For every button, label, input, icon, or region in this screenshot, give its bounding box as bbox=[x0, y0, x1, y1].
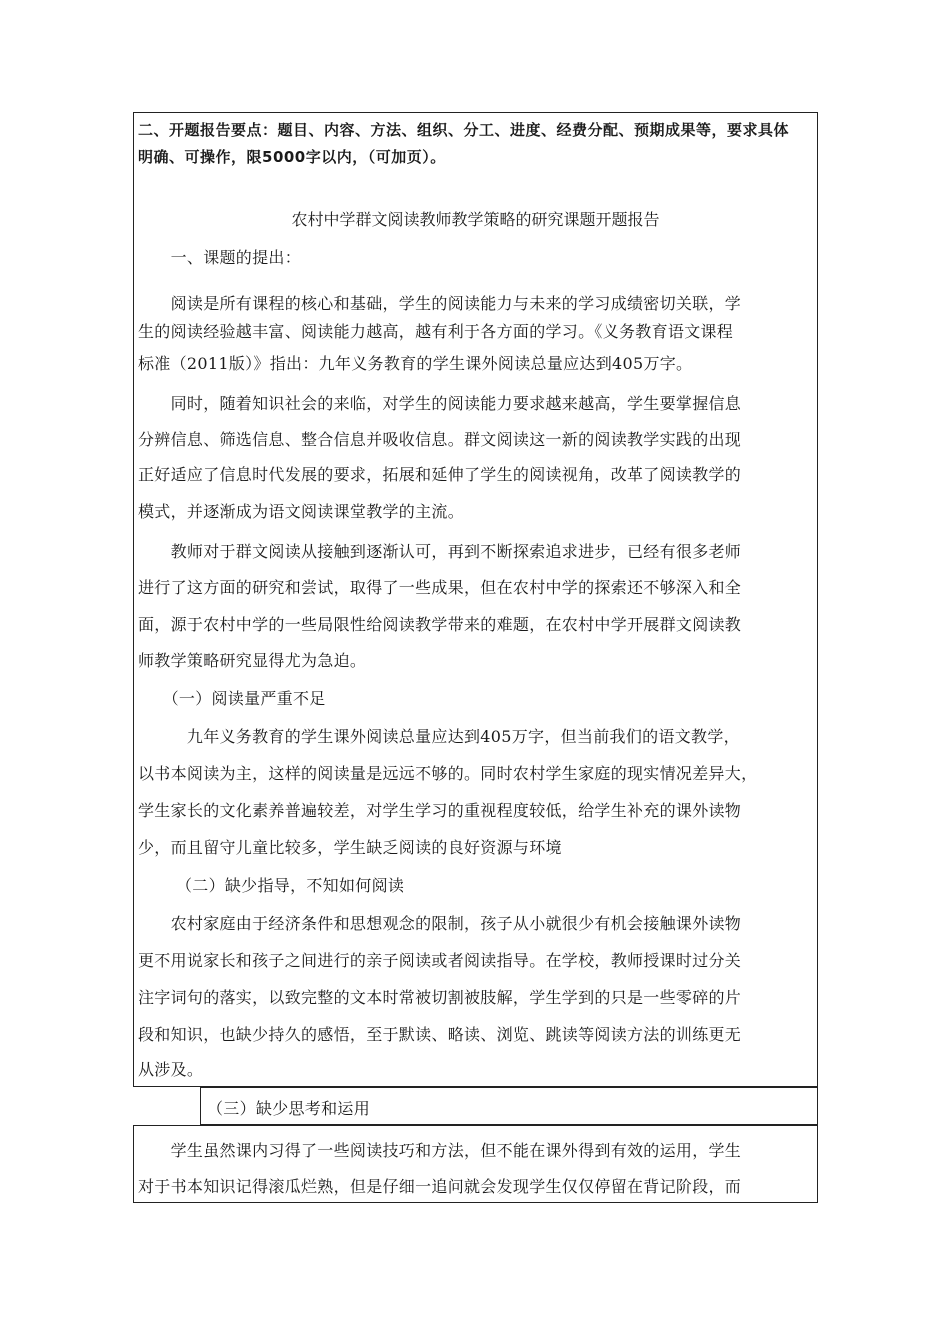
paragraph-line: 师教学策略研究显得尤为急迫。 bbox=[138, 651, 367, 670]
paragraph-line: 对于书本知识记得滚瓜烂熟，但是仔细一追问就会发现学生仅仅停留在背记阶段，而 bbox=[138, 1177, 742, 1196]
paragraph-line: 从涉及。 bbox=[138, 1060, 204, 1079]
report-header-box bbox=[133, 112, 818, 194]
subheading-line: （一）阅读量严重不足 bbox=[138, 689, 326, 708]
paragraph-line: 学生虽然课内习得了一些阅读技巧和方法，但不能在课外得到有效的运用，学生 bbox=[138, 1141, 742, 1160]
paragraph-line: 段和知识，也缺少持久的感悟，至于默读、略读、浏览、跳读等阅读方法的训练更无 bbox=[138, 1025, 742, 1044]
report-body-box bbox=[133, 194, 818, 1087]
paragraph-line: 少，而且留守儿童比较多，学生缺乏阅读的良好资源与环境 bbox=[138, 838, 562, 857]
paragraph-line: 模式，并逐渐成为语文阅读课堂教学的主流。 bbox=[138, 502, 465, 521]
paragraph-line: 标准（2011版）》指出：九年义务教育的学生课外阅读总量应达到405万字。 bbox=[138, 354, 693, 373]
paragraph-line: 一、课题的提出： bbox=[138, 248, 302, 267]
paragraph-line: 学生家长的文化素养普遍较差，对学生学习的重视程度较低，给学生补充的课外读物 bbox=[138, 801, 742, 820]
paragraph-line: 以书本阅读为主，这样的阅读量是远远不够的。同时农村学生家庭的现实情况差异大， bbox=[138, 764, 758, 783]
paragraph-line: 注字词句的落实，以致完整的文本时常被切割被肢解，学生学到的只是一些零碎的片 bbox=[138, 988, 742, 1007]
requirements-line-2: 明确、可操作，限5000字以内，（可加页）。 bbox=[138, 148, 446, 166]
paragraph-line: 教师对于群文阅读从接触到逐渐认可，再到不断探索追求进步，已经有很多老师 bbox=[138, 542, 742, 561]
continuation-box bbox=[133, 1125, 818, 1203]
requirements-line-1: 二、开题报告要点：题目、内容、方法、组织、分工、进度、经费分配、预期成果等，要求具体 bbox=[138, 121, 790, 139]
section-three-row bbox=[200, 1087, 818, 1125]
paragraph-line: 阅读是所有课程的核心和基础，学生的阅读能力与未来的学习成绩密切关联，学 bbox=[138, 294, 742, 313]
paragraph-line: 农村家庭由于经济条件和思想观念的限制，孩子从小就很少有机会接触课外读物 bbox=[138, 914, 742, 933]
paragraph-line: 正好适应了信息时代发展的要求，拓展和延伸了学生的阅读视角，改革了阅读教学的 bbox=[138, 465, 742, 484]
paragraph-line: 九年义务教育的学生课外阅读总量应达到405万字，但当前我们的语文教学， bbox=[138, 727, 740, 746]
report-requirements bbox=[138, 117, 810, 171]
section-three-heading: （三）缺少思考和运用 bbox=[207, 1099, 371, 1118]
paragraph-line: 进行了这方面的研究和尝试，取得了一些成果，但在农村中学的探索还不够深入和全 bbox=[138, 578, 742, 597]
paragraph-line: 更不用说家长和孩子之间进行的亲子阅读或者阅读指导。在学校，教师授课时过分关 bbox=[138, 951, 742, 970]
subheading-line: （二）缺少指导，不知如何阅读 bbox=[138, 876, 405, 895]
paragraph-line: 分辨信息、筛选信息、整合信息并吸收信息。群文阅读这一新的阅读教学实践的出现 bbox=[138, 430, 742, 449]
report-title: 农村中学群文阅读教师教学策略的研究课题开题报告 bbox=[291, 210, 660, 229]
paragraph-line: 同时，随着知识社会的来临，对学生的阅读能力要求越来越高，学生要掌握信息 bbox=[138, 394, 742, 413]
paragraph-line: 生的阅读经验越丰富、阅读能力越高，越有利于各方面的学习。《义务教育语文课程 bbox=[138, 322, 734, 341]
paragraph-line: 面，源于农村中学的一些局限性给阅读教学带来的难题，在农村中学开展群文阅读教 bbox=[138, 615, 742, 634]
